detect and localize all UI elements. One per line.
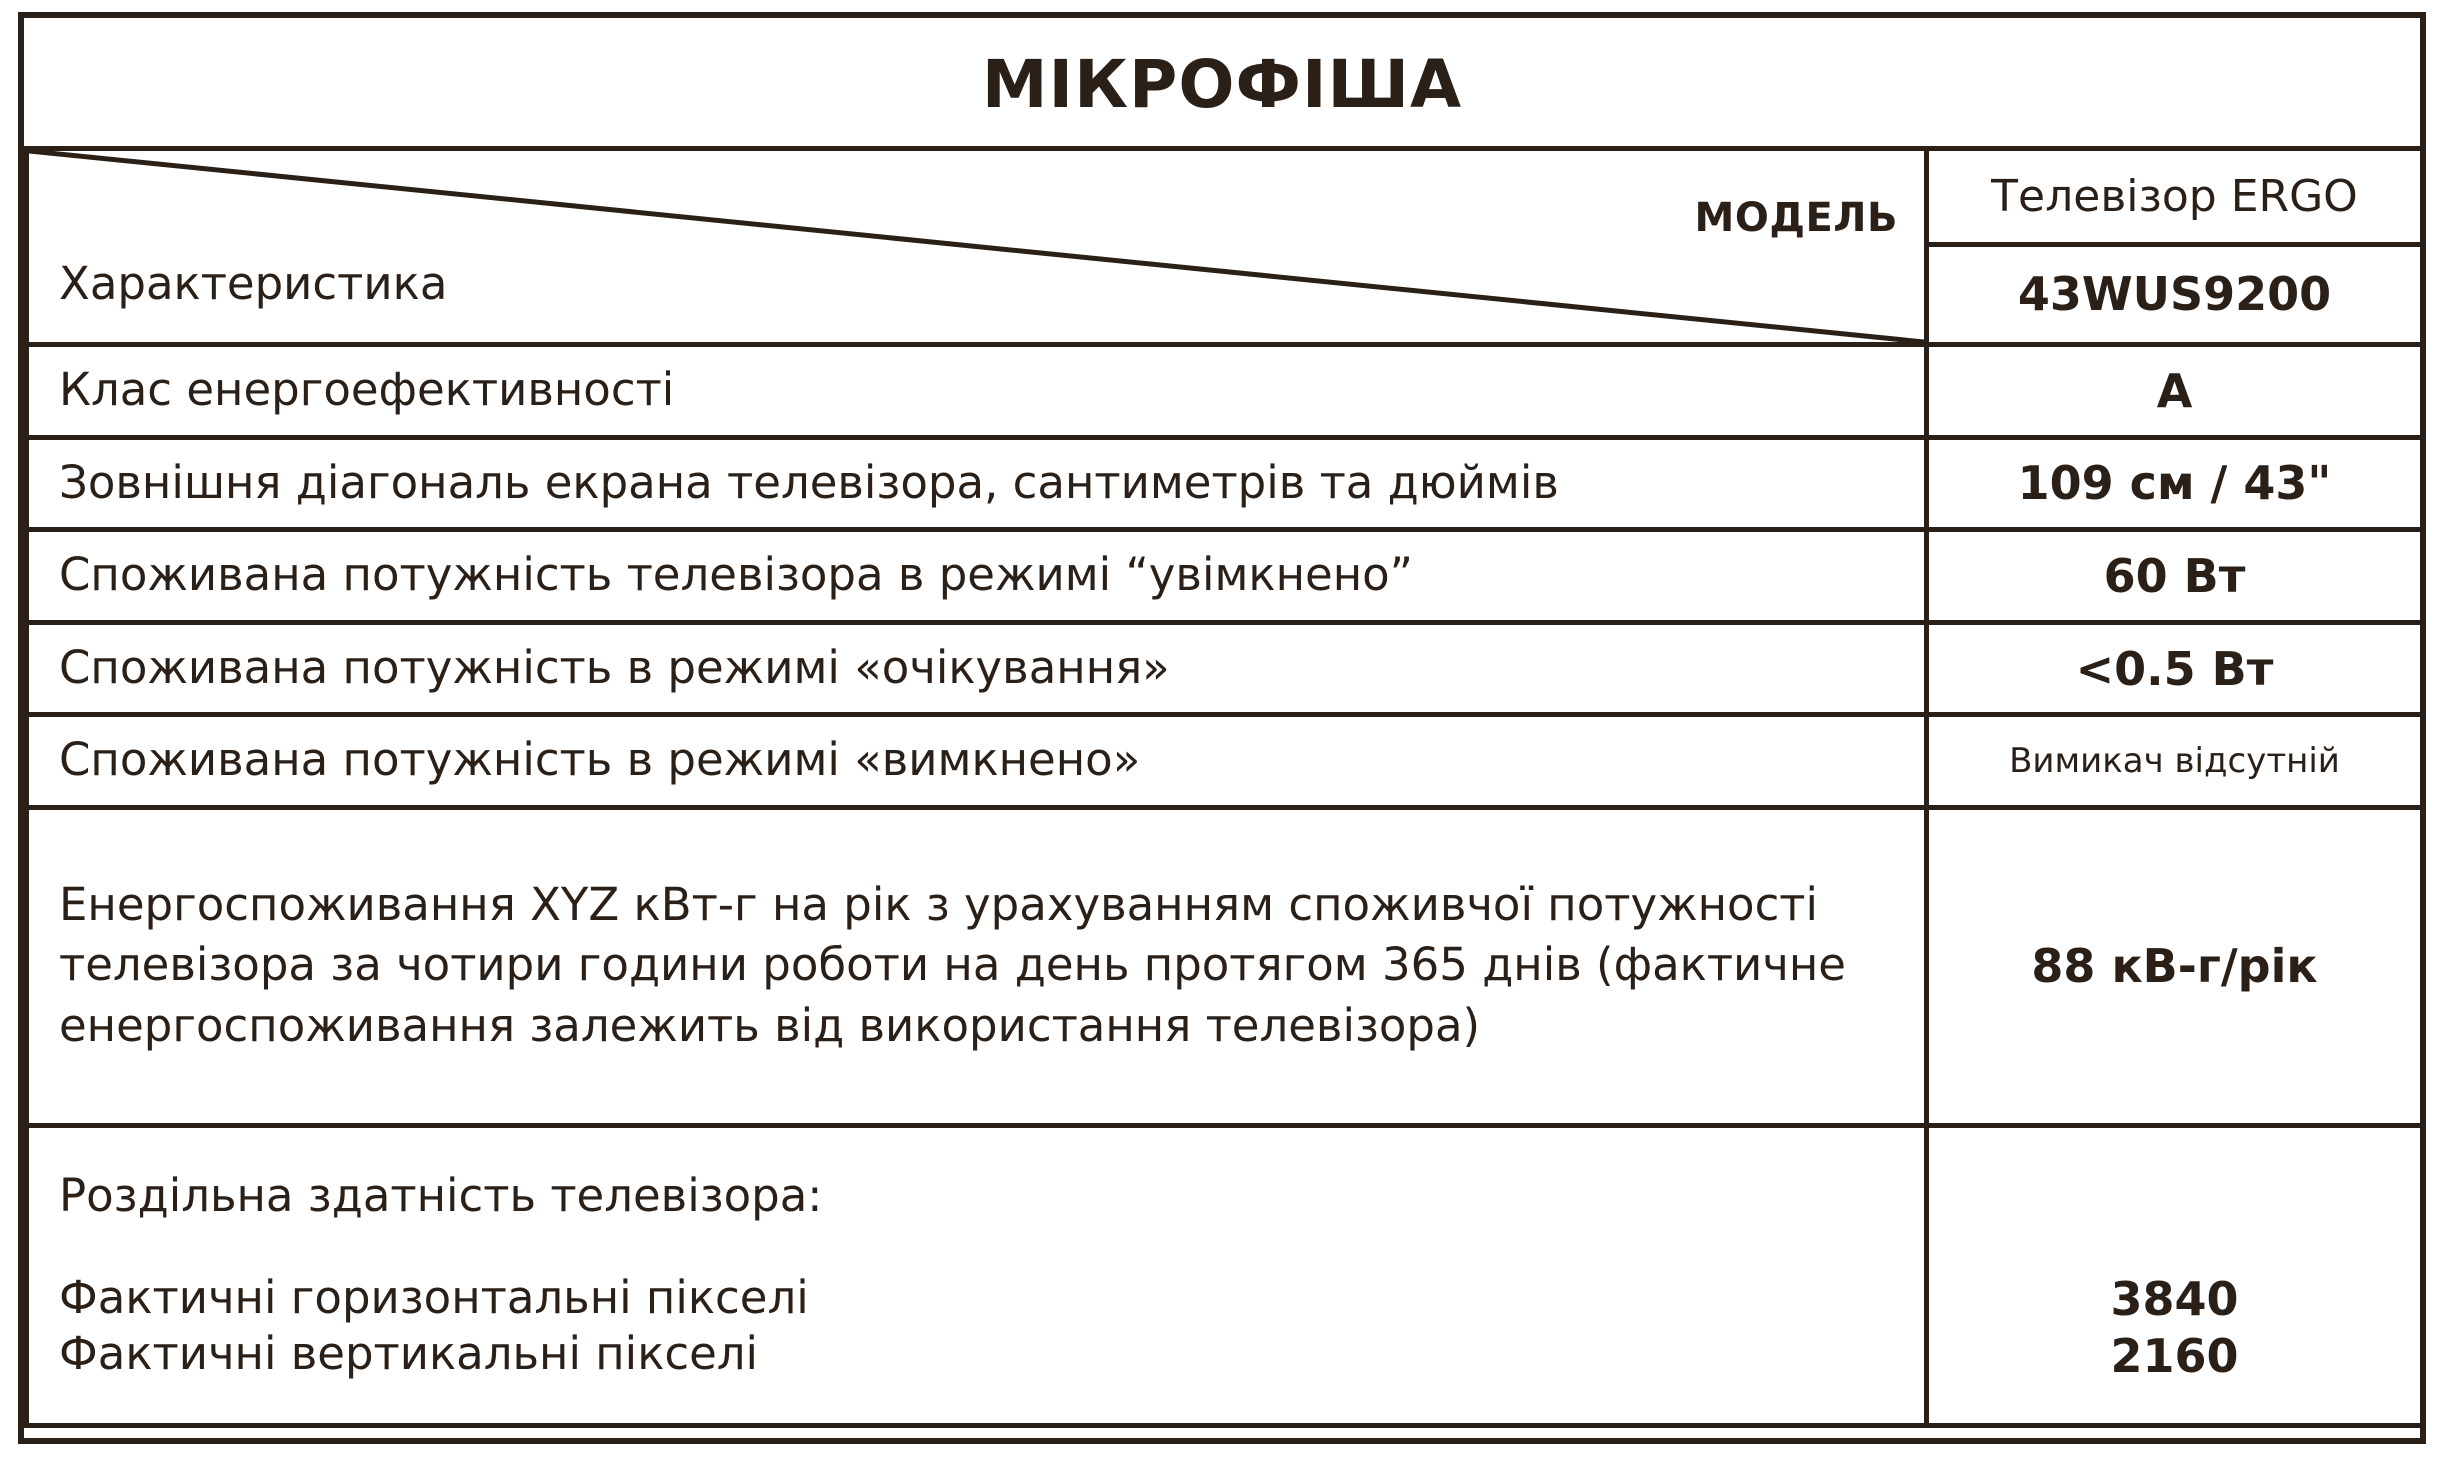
table-row: [27, 622, 2423, 715]
table-row: [27, 807, 2423, 1125]
document-title-row: [24, 18, 2420, 150]
row-value-energy-class: A: [1927, 345, 2423, 438]
row-label-power-standby: Споживана потужність в режимі «очікування»: [27, 622, 1927, 715]
table-row: [27, 715, 2423, 808]
row-label-energy-class: Клас енергоефективності: [27, 345, 1927, 438]
row-value-power-standby: <0.5 Вт: [1927, 622, 2423, 715]
resolution-title: Роздільна здатність телевізора:: [59, 1168, 823, 1222]
row-label-annual-consumption: [27, 807, 1927, 1125]
page-title: МІКРОФІША: [981, 45, 1463, 123]
table-header-row: [27, 149, 2423, 345]
row-value-screen-diagonal: 109 см / 43": [1927, 437, 2423, 530]
resolution-vertical-value: 2160: [2110, 1328, 2239, 1383]
row-value-power-on: 60 Вт: [1927, 530, 2423, 623]
diagonal-divider-icon: [29, 151, 1924, 342]
row-label-power-off: Споживана потужність в режимі «вимкнено»: [27, 715, 1927, 808]
specifications-table: [24, 146, 2425, 1428]
row-value-annual-consumption: 88 кВ-г/рік: [1927, 807, 2423, 1125]
header-model-cell: [1927, 149, 2423, 345]
header-model-code: 43WUS9200: [2017, 267, 2332, 322]
table-row: [27, 345, 2423, 438]
resolution-vertical-label: Фактичні вертикальні пікселі: [59, 1327, 759, 1381]
resolution-horizontal-label: Фактичні горизонтальні пікселі: [59, 1271, 809, 1325]
row-value-resolution: [1927, 1125, 2423, 1425]
row-label-screen-diagonal: Зовнішня діагональ екрана телевізора, сантиметрів та дюймів: [27, 437, 1927, 530]
resolution-horizontal-value: 3840: [2110, 1271, 2239, 1326]
table-row: [27, 530, 2423, 623]
header-split-cell: [27, 149, 1927, 345]
table-row: [27, 1125, 2423, 1425]
header-model-label: МОДЕЛЬ: [1694, 195, 1898, 241]
table-row: [27, 437, 2423, 530]
row-value-power-off: Вимикач відсутній: [1927, 715, 2423, 808]
annual-consumption-text: Енергоспоживання XYZ кВт-г на рік з урахуванням споживчої потужності телевізора за чотири години роботи на день протягом 365 днів (фактичне енергоспоживання залежить від використання телевізора): [59, 878, 1846, 1052]
header-brand: Телевізор ERGO: [1929, 151, 2420, 247]
row-label-resolution: [27, 1125, 1927, 1425]
header-characteristic-label: Характеристика: [59, 257, 448, 310]
row-label-power-on: Споживана потужність телевізора в режимі “увімкнено”: [27, 530, 1927, 623]
